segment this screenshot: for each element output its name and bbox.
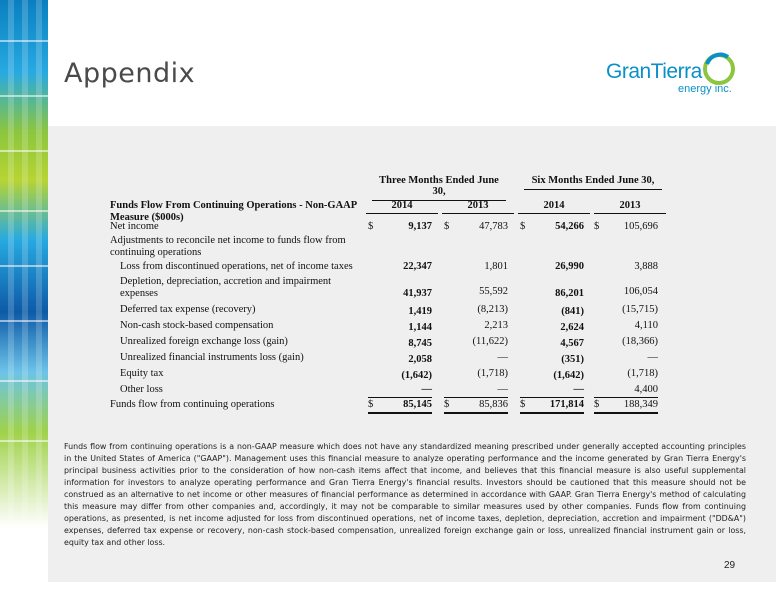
strip-line <box>0 150 48 152</box>
row-label: Funds flow from continuing operations <box>110 399 275 410</box>
table-row <box>110 368 662 382</box>
cell-value: 26,990 <box>555 261 584 272</box>
row-label: Depletion, depreciation, accretion and impairment expenses <box>120 276 332 299</box>
strip-line <box>0 40 48 42</box>
year-header: 2014 <box>518 200 590 214</box>
table-row <box>110 384 662 398</box>
cell-value: (1,642) <box>553 370 584 381</box>
subtotal-line <box>444 397 508 398</box>
cell-value: 4,567 <box>560 338 584 349</box>
cell-value: 105,696 <box>623 221 658 232</box>
currency-symbol: $ <box>520 221 526 232</box>
cell-value: 86,201 <box>555 288 584 299</box>
strip-line <box>0 440 48 442</box>
cell-value: 8,745 <box>408 338 432 349</box>
cell-value: (351) <box>561 354 584 365</box>
strip-line <box>0 380 48 382</box>
year-header: 2013 <box>442 200 514 214</box>
cell-value: (15,715) <box>622 304 658 315</box>
table-row <box>110 320 662 334</box>
row-label: Equity tax <box>120 368 164 379</box>
currency-symbol: $ <box>444 221 450 232</box>
cell-value: — <box>497 352 508 363</box>
row-label: Non-cash stock-based compensation <box>120 320 274 331</box>
cell-value: 1,144 <box>408 322 432 333</box>
table-row <box>110 221 662 235</box>
row-label: Unrealized financial instruments loss (gain) <box>120 352 304 363</box>
table-row <box>110 276 662 302</box>
cell-value: (18,366) <box>622 336 658 347</box>
strip-line <box>0 95 48 97</box>
slide-title: Appendix <box>64 58 196 89</box>
table-row <box>110 352 662 366</box>
currency-symbol: $ <box>594 221 600 232</box>
cell-value: — <box>421 384 432 395</box>
cell-value: (841) <box>561 306 584 317</box>
strip-band <box>8 0 14 560</box>
page-number: 29 <box>724 560 736 571</box>
cell-value: (8,213) <box>477 304 508 315</box>
cell-value: 2,624 <box>560 322 584 333</box>
subtotal-line <box>594 397 658 398</box>
cell-value: 41,937 <box>403 288 432 299</box>
cell-value: (1,718) <box>627 368 658 379</box>
subtotal-line <box>368 397 432 398</box>
row-label: Deferred tax expense (recovery) <box>120 304 256 315</box>
table-row <box>110 399 662 413</box>
footnote-text: Funds flow from continuing operations is a non-GAAP measure which does not have any standardized meaning prescribed under generally accepted accounting principles in the United States of America ("GAAP"). Management uses this financial measure to analyze operating performance and the income generated by Gran Tierra Energy's principal business activities prior to the consideration of how non-cash items affect that income, and believes that this financial measure is also useful supplemental information for investors to analyze operating performance and Gran Tierra Energy's financial results. Investors should be cautioned that this measure should not be construed as an alternative to net income or other measures of financial performance as determined in accordance with GAAP. Gran Tierra Energy's method of calculating this measure may differ from other companies and, accordingly, it may not be comparable to similar measures used by other companies. Funds flow from continuing operations, as presented, is net income adjusted for loss from discontinued operations, net of income taxes, depletion, depreciation, accretion and impairment ("DD&A") expenses, deferred tax expense or recovery, non-cash stock-based compensation, unrealized foreign exchange gain or loss, unrealized financial instrument gain or loss, equity tax and other loss. <box>64 442 746 547</box>
cell-value: 54,266 <box>555 221 584 232</box>
cell-value: 188,349 <box>623 399 658 410</box>
currency-symbol: $ <box>368 221 374 232</box>
table-row <box>110 235 662 261</box>
cell-value: 9,137 <box>408 221 432 232</box>
cell-value: 1,801 <box>484 261 508 272</box>
strip-line <box>0 265 48 267</box>
currency-symbol: $ <box>444 399 450 410</box>
group-header-six-months: Six Months Ended June 30, <box>524 175 662 190</box>
cell-value: (1,718) <box>477 368 508 379</box>
cell-value: 4,400 <box>634 384 658 395</box>
table-row <box>110 336 662 350</box>
total-double-line <box>368 412 432 414</box>
cell-value: 106,054 <box>623 286 658 297</box>
subtotal-line <box>520 397 584 398</box>
cell-value: 4,110 <box>634 320 658 331</box>
currency-symbol: $ <box>368 399 374 410</box>
cell-value: 55,592 <box>479 286 508 297</box>
group-header-three-months: Three Months Ended June 30, <box>372 175 506 201</box>
cell-value: 85,145 <box>403 399 432 410</box>
total-double-line <box>520 412 584 414</box>
cell-value: (1,642) <box>401 370 432 381</box>
row-label: Adjustments to reconcile net income to funds flow from continuing operations <box>110 235 346 258</box>
logo-brand-text: GranTierra <box>606 60 702 83</box>
cell-value: 2,213 <box>484 320 508 331</box>
strip-band <box>36 0 42 560</box>
row-label: Net income <box>110 221 159 232</box>
cell-value: — <box>573 384 584 395</box>
logo-sub-text: energy inc. <box>678 83 732 95</box>
cell-value: 85,836 <box>479 399 508 410</box>
decorative-side-strip <box>0 0 48 600</box>
year-header: 2014 <box>366 200 438 214</box>
cell-value: 22,347 <box>403 261 432 272</box>
row-label: Other loss <box>120 384 163 395</box>
cell-value: 3,888 <box>634 261 658 272</box>
cell-value: (11,622) <box>472 336 508 347</box>
strip-line <box>0 210 48 212</box>
row-label: Loss from discontinued operations, net of income taxes <box>120 261 353 272</box>
cell-value: 171,814 <box>549 399 584 410</box>
year-header: 2013 <box>594 200 666 214</box>
cell-value: — <box>647 352 658 363</box>
row-label: Unrealized foreign exchange loss (gain) <box>120 336 288 347</box>
strip-line <box>0 320 48 322</box>
total-double-line <box>594 412 658 414</box>
currency-symbol: $ <box>520 399 526 410</box>
logo-ring-icon <box>702 52 736 86</box>
cell-value: 47,783 <box>479 221 508 232</box>
cell-value: 2,058 <box>408 354 432 365</box>
currency-symbol: $ <box>594 399 600 410</box>
cell-value: — <box>497 384 508 395</box>
cell-value: 1,419 <box>408 306 432 317</box>
table-row <box>110 261 662 275</box>
table-row <box>110 304 662 318</box>
strip-band <box>22 0 28 560</box>
table-title: Funds Flow From Continuing Operations - Non-GAAP Measure ($000s) <box>110 200 357 223</box>
company-logo <box>606 52 736 102</box>
total-double-line <box>444 412 508 414</box>
